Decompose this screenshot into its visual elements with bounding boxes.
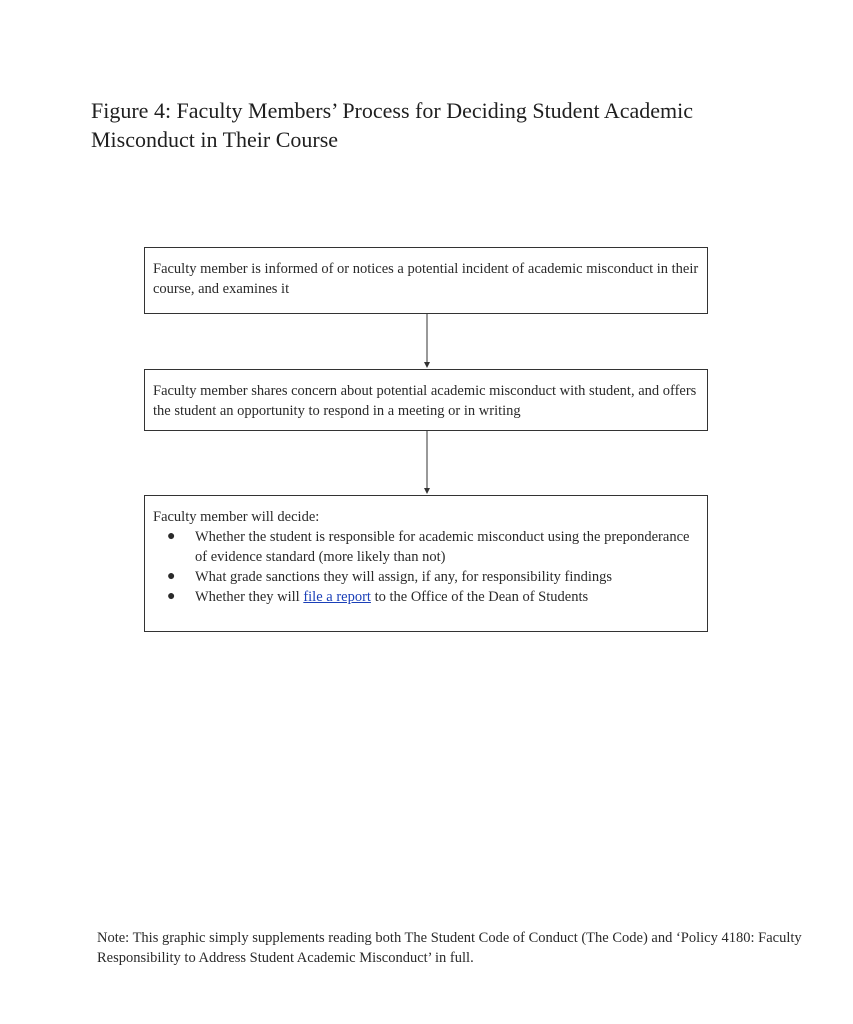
decision-item-text-prefix: Whether they will xyxy=(195,589,304,605)
footnote: Note: This graphic simply supplements reading both The Student Code of Conduct (The Code) and ‘Policy 4180: Faculty Responsibility to Address Student Academic Misconduct’ in full. xyxy=(97,930,802,966)
bullet-icon: ● xyxy=(167,529,176,544)
decision-item-file-report xyxy=(153,587,699,607)
decision-item-text: What grade sanctions they will assign, if any, for responsibility findings xyxy=(195,569,613,585)
flow-step-3-box xyxy=(144,495,708,632)
flow-step-1-text: Faculty member is informed of or notices a potential incident of academic misconduct in their course, and examines it xyxy=(153,261,699,297)
figure-title: Figure 4: Faculty Members’ Process for Deciding Student Academic Misconduct in Their Course xyxy=(91,98,694,152)
decision-item-grade-sanctions xyxy=(153,567,699,587)
flow-step-1-box xyxy=(144,247,708,314)
bullet-icon: ● xyxy=(167,589,176,604)
flow-step-2-box xyxy=(144,369,708,431)
decision-item-text: Whether the student is responsible for academic misconduct using the preponderance of evidence standard (more likely than not) xyxy=(195,529,690,565)
decision-item-responsibility xyxy=(153,527,699,567)
decision-list xyxy=(153,527,699,607)
decision-item-text-suffix: to the Office of the Dean of Students xyxy=(370,589,589,605)
flow-step-3-heading: Faculty member will decide: xyxy=(153,509,320,525)
file-a-report-link[interactable]: file a report xyxy=(303,589,371,605)
flow-step-2-text: Faculty member shares concern about potential academic misconduct with student, and offers the student an opportunity to respond in a meeting or in writing xyxy=(153,383,697,419)
bullet-icon: ● xyxy=(167,569,176,584)
